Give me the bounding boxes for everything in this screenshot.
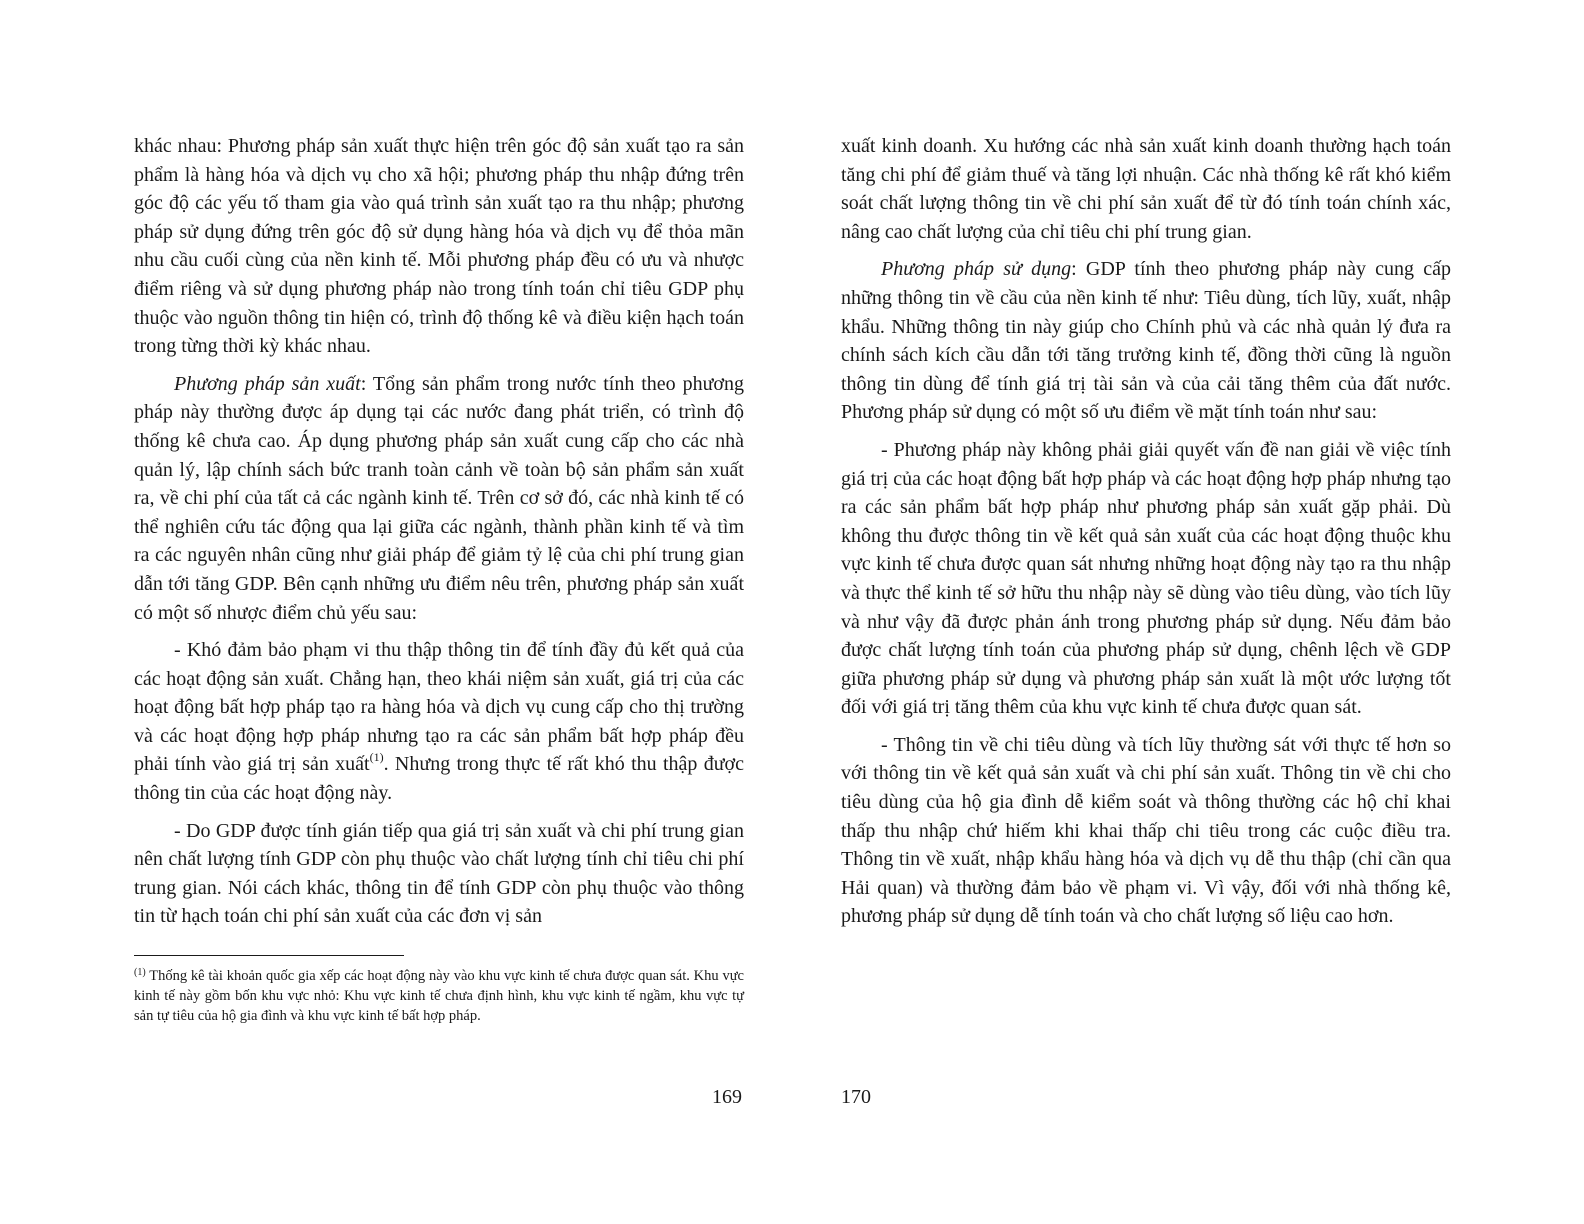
paragraph-text-tail: . Nhưng trong thực tế rất khó thu thập được thông tin của các hoạt động này. [134, 753, 744, 805]
footnote-marker: (1) [134, 967, 146, 978]
footnote [134, 966, 744, 1026]
paragraph-text: - Thông tin về chi tiêu dùng và tích lũy thường sát với thực tế hơn so với thông tin về kết quả sản xuất và chi phí sản xuất. Thông tin về chi cho tiêu dùng của hộ gia đình dễ kiểm soát và thông thường các hộ chỉ khai thấp thu nhập chứ hiếm khi khai thấp chi tiêu trong các cuộc điều tra. Thông tin về xuất, nhập khẩu hàng hóa và dịch vụ dễ thu thập (chỉ cần qua Hải quan) và thường đảm bảo về phạm vi. Vì vậy, đối với nhà thống kê, phương pháp sử dụng dễ tính toán và cho chất lượng số liệu cao hơn. [841, 733, 1451, 928]
paragraph [134, 370, 744, 627]
paragraph [134, 817, 744, 931]
footnote-divider [134, 955, 404, 956]
paragraph-lead: Phương pháp sử dụng [881, 258, 1072, 281]
paragraph-text: khác nhau: Phương pháp sản xuất thực hiện trên góc độ sản xuất tạo ra sản phẩm là hàng hóa và dịch vụ cho xã hội; phương pháp thu nhập đứng trên góc độ các yếu tố tham gia vào quá trình sản xuất tạo ra thu nhập; phương pháp sử dụng đứng trên góc độ sử dụng hàng hóa và dịch vụ để thỏa mãn nhu cầu cuối cùng của nền kinh tế. Mỗi phương pháp đều có ưu và nhược điểm riêng và sử dụng phương pháp nào trong tính toán chỉ tiêu GDP phụ thuộc vào nguồn thông tin hiện có, trình độ thống kê và điều kiện hạch toán trong từng thời kỳ khác nhau. [134, 135, 744, 358]
right-page [841, 132, 1451, 940]
paragraph [134, 636, 744, 808]
paragraph [841, 255, 1451, 427]
paragraph-text: : GDP tính theo phương pháp này cung cấp những thông tin về cầu của nền kinh tế như: Tiêu dùng, tích lũy, xuất, nhập khẩu. Những thông tin này giúp cho Chính phủ và các nhà quản lý đưa ra chính sách kích cầu dẫn tới tăng trưởng kinh tế, đồng thời cũng là nguồn thông tin dùng để tính giá trị tài sản và của cải tăng thêm của đất nước. Phương pháp sử dụng có một số ưu điểm về mặt tính toán như sau: [841, 258, 1452, 424]
paragraph-text: - Khó đảm bảo phạm vi thu thập thông tin để tính đầy đủ kết quả của các hoạt động sản xuất. Chẳng hạn, theo khái niệm sản xuất, giá trị của các hoạt động bất hợp pháp tạo ra hàng hóa và dịch vụ cung cấp cho thị trường và các hoạt động hợp pháp nhưng tạo ra các sản phẩm bất hợp pháp đều phải tính vào giá trị sản xuất [134, 639, 744, 776]
left-page [134, 132, 744, 940]
paragraph-text: - Phương pháp này không phải giải quyết vấn đề nan giải về việc tính giá trị của các hoạt động bất hợp pháp và các hoạt động hợp pháp nhưng tạo ra các sản phẩm bất hợp pháp như phương pháp sản xuất gặp phải. Dù không thu được thông tin về kết quả sản xuất của các hoạt động thuộc khu vực kinh tế chưa được quan sát nhưng những hoạt động này tạo ra thu nhập và thực thể kinh tế sở hữu thu nhập này sẽ dùng vào tiêu dùng, vào tích lũy và như vậy đã được phản ánh trong phương pháp sử dụng. Nếu đảm bảo được chất lượng tính toán của phương pháp sử dụng, chênh lệch về GDP giữa phương pháp sử dụng và phương pháp sản xuất là một ước lượng tốt đối với giá trị tăng thêm của khu vực kinh tế chưa được quan sát. [841, 438, 1451, 719]
footnote-text: Thống kê tài khoản quốc gia xếp các hoạt động này vào khu vực kinh tế chưa được quan sát. Khu vực kinh tế này gồm bốn khu vực nhỏ: Khu vực kinh tế chưa định hình, khu vực kinh tế ngầm, khu vực tự sản tự tiêu của hộ gia đình và khu vực kinh tế bất hợp pháp. [134, 968, 744, 1024]
page-number-left: 169 [712, 1086, 742, 1108]
paragraph-lead: Phương pháp sản xuất [174, 372, 361, 395]
paragraph-text: xuất kinh doanh. Xu hướng các nhà sản xuất kinh doanh thường hạch toán tăng chi phí để giảm thuế và tăng lợi nhuận. Các nhà thống kê rất khó kiểm soát chất lượng thông tin về chi phí sản xuất để từ đó tính toán chính xác, nâng cao chất lượng của chỉ tiêu chi phí trung gian. [841, 135, 1451, 243]
paragraph [841, 731, 1451, 931]
paragraph [134, 132, 744, 361]
footnote-reference: (1) [369, 750, 384, 765]
paragraph-text: : Tổng sản phẩm trong nước tính theo phương pháp này thường được áp dụng tại các nước đang phát triển, có trình độ thống kê chưa cao. Áp dụng phương pháp sản xuất cung cấp cho các nhà quản lý, lập chính sách bức tranh toàn cảnh về toàn bộ sản phẩm sản xuất ra, về chi phí của tất cả các ngành kinh tế. Trên cơ sở đó, các nhà kinh tế có thể nghiên cứu tác động qua lại giữa các ngành, thành phần kinh tế và tìm ra các nguyên nhân cũng như giải pháp để giảm tỷ lệ của chi phí trung gian dẫn tới tăng GDP. Bên cạnh những ưu điểm nêu trên, phương pháp sản xuất có một số nhược điểm chủ yếu sau: [134, 372, 745, 624]
paragraph [841, 436, 1451, 722]
page-number-right: 170 [841, 1086, 871, 1108]
paragraph-text: - Do GDP được tính gián tiếp qua giá trị sản xuất và chi phí trung gian nên chất lượng tính GDP còn phụ thuộc vào chất lượng tính chỉ tiêu chi phí trung gian. Nói cách khác, thông tin để tính GDP còn phụ thuộc vào thông tin từ hạch toán chi phí sản xuất của các đơn vị sản [134, 819, 744, 928]
paragraph [841, 132, 1451, 246]
